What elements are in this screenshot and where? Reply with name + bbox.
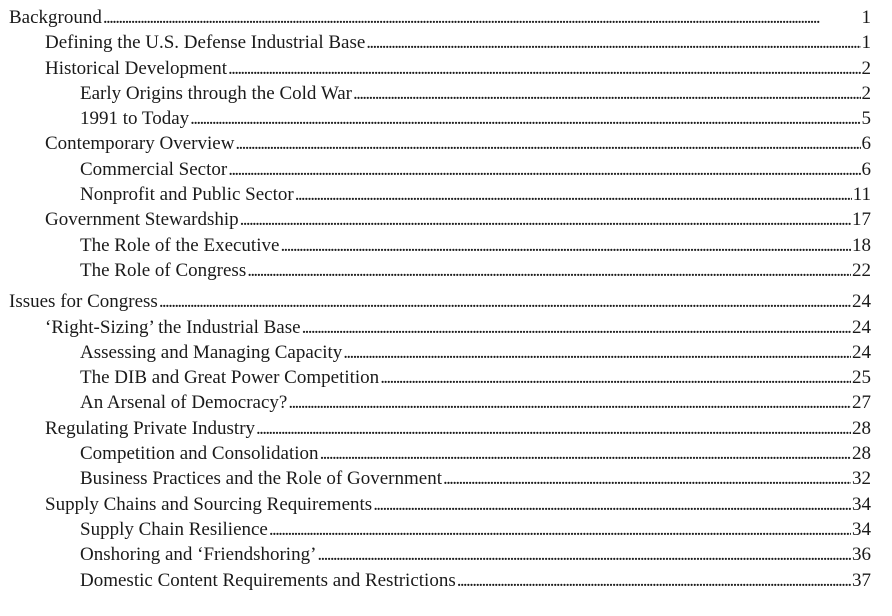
- toc-entry-page-number: 24: [852, 291, 871, 313]
- toc-entry-title: Commercial Sector: [80, 158, 228, 180]
- toc-entry-page-number: 37: [852, 569, 871, 591]
- dot-leader: [353, 81, 861, 106]
- toc-entry-page-number: 17: [852, 209, 871, 231]
- toc-entry-page-number: 36: [852, 544, 871, 566]
- dot-leader: [280, 233, 851, 258]
- toc-entry[interactable]: [0, 5, 892, 30]
- toc-entry-page-number: 11: [852, 184, 871, 206]
- toc-entry[interactable]: [0, 492, 892, 517]
- toc-entry[interactable]: [0, 81, 892, 106]
- toc-entry-title: Supply Chains and Sourcing Requirements: [45, 493, 373, 515]
- toc-entry[interactable]: [0, 157, 892, 182]
- toc-entry-title: Background: [9, 7, 102, 28]
- toc-entry[interactable]: [0, 315, 892, 340]
- toc-entry-page-number: 2: [861, 82, 871, 104]
- toc-entry-title: The Role of Congress: [80, 259, 247, 281]
- dot-leader: [295, 182, 852, 207]
- toc-entry-page-number: 24: [852, 341, 871, 363]
- toc-entry-title: The Role of the Executive: [80, 234, 280, 256]
- toc-entry-page-number: 24: [852, 316, 871, 338]
- toc-entry-title: The DIB and Great Power Competition: [80, 367, 380, 389]
- toc-entry-page-number: 6: [861, 158, 871, 180]
- toc-entry[interactable]: [0, 416, 892, 441]
- toc-entry-page-number: 1: [861, 32, 871, 54]
- toc-entry-title: Business Practices and the Role of Government: [80, 468, 442, 490]
- dot-leader: [235, 131, 860, 156]
- toc-entry-page-number: 28: [852, 417, 871, 439]
- toc-entry[interactable]: [0, 517, 892, 542]
- dot-leader: [288, 390, 851, 415]
- toc-entry-page-number: 2: [861, 57, 871, 79]
- toc-entry-title: An Arsenal of Democracy?: [80, 392, 288, 414]
- dot-leader: [228, 56, 860, 81]
- toc-entry[interactable]: [0, 466, 892, 491]
- toc-entry-title: Government Stewardship: [45, 209, 239, 231]
- toc-entry-page-number: 32: [852, 468, 871, 490]
- dot-leader: [343, 340, 851, 365]
- toc-entry-page-number: 34: [852, 493, 871, 515]
- toc-entry-title: Onshoring and ‘Friendshoring’: [80, 544, 317, 566]
- dot-leader: [366, 30, 860, 55]
- toc-entry[interactable]: [0, 56, 892, 81]
- dot-leader: [159, 289, 851, 314]
- toc-entry[interactable]: [0, 182, 892, 207]
- dot-leader: [317, 542, 851, 567]
- toc-entry-title: Regulating Private Industry: [45, 417, 256, 439]
- table-of-contents: [0, 5, 892, 593]
- toc-entry[interactable]: [0, 106, 892, 131]
- toc-entry-page-number: 25: [852, 367, 871, 389]
- toc-entry[interactable]: [0, 30, 892, 55]
- dot-leader: [256, 416, 851, 441]
- toc-entry-title: Assessing and Managing Capacity: [80, 341, 343, 363]
- dot-leader: [302, 315, 851, 340]
- toc-entry-page-number: 34: [852, 518, 871, 540]
- toc-entry-title: Nonprofit and Public Sector: [80, 184, 294, 206]
- toc-entry[interactable]: [0, 390, 892, 415]
- toc-entry-title: Early Origins through the Cold War: [80, 82, 352, 104]
- toc-entry-page-number: 28: [852, 443, 871, 465]
- toc-entry[interactable]: [0, 131, 892, 156]
- toc-entry[interactable]: [0, 441, 892, 466]
- toc-entry[interactable]: [0, 340, 892, 365]
- dot-leader: [443, 466, 851, 491]
- toc-entry-title: 1991 to Today: [80, 108, 190, 130]
- dot-leader: [240, 207, 851, 232]
- dot-leader: [269, 517, 851, 542]
- toc-entry[interactable]: [0, 365, 892, 390]
- toc-entry[interactable]: [0, 207, 892, 232]
- toc-entry-title: Supply Chain Resilience: [80, 518, 268, 540]
- dot-leader: [190, 106, 860, 131]
- toc-entry[interactable]: [0, 289, 892, 314]
- toc-entry-page-number: 27: [852, 392, 871, 414]
- dot-leader: [228, 157, 860, 182]
- toc-entry-title: Historical Development: [45, 57, 228, 79]
- toc-entry-title: Contemporary Overview: [45, 133, 235, 155]
- toc-entry-title: Competition and Consolidation: [80, 443, 319, 465]
- toc-entry[interactable]: [0, 258, 892, 283]
- toc-entry-title: Issues for Congress: [9, 291, 158, 313]
- toc-entry-page-number: 5: [861, 108, 871, 130]
- toc-entry-page-number: 1: [861, 7, 871, 28]
- toc-entry[interactable]: [0, 233, 892, 258]
- toc-entry-title: ‘Right-Sizing’ the Industrial Base: [45, 316, 301, 338]
- toc-entry-page-number: 18: [852, 234, 871, 256]
- dot-leader: [320, 441, 851, 466]
- toc-entry-title: Domestic Content Requirements and Restrictions: [80, 569, 456, 591]
- toc-entry[interactable]: [0, 568, 892, 593]
- dot-leader: [247, 258, 851, 283]
- toc-entry-page-number: 6: [861, 133, 871, 155]
- dot-leader: [373, 492, 851, 517]
- dot-leader: [103, 5, 861, 30]
- toc-entry-page-number: 22: [852, 259, 871, 281]
- toc-entry-title: Defining the U.S. Defense Industrial Base: [45, 32, 366, 54]
- dot-leader: [457, 568, 851, 593]
- dot-leader: [380, 365, 851, 390]
- toc-entry[interactable]: [0, 542, 892, 567]
